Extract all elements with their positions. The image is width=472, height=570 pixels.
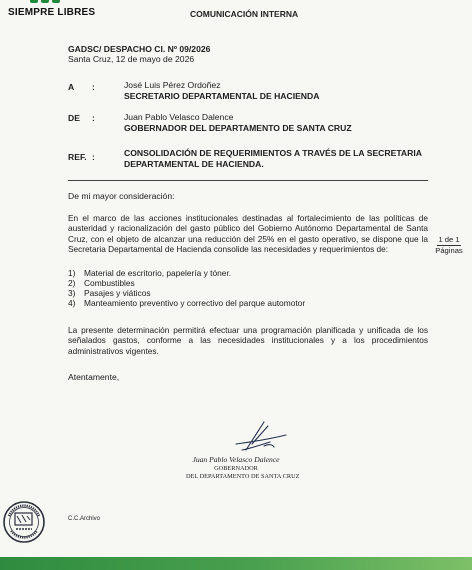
signatory-title: [186, 465, 300, 481]
page-counter: [432, 235, 466, 256]
place-date: Santa Cruz, 12 de mayo de 2026: [68, 54, 195, 64]
ref-line-2: DEPARTAMENTAL DE HACIENDA.: [124, 159, 264, 169]
paragraph-1: En el marco de las acciones institucionales destinadas al fortalecimiento de las políticas de austeridad y racionalización del gasto público del Gobierno Autónomo Departamental de Santa Cruz, con el objeto de alcanzar una reducción del 25% en el gasto operativo, se dispone que la Secretaria Departamental de Hacienda consolide las necesidades y requerimientos de:: [68, 213, 428, 254]
list-item-text: Material de escritorio, papelería y tóner.: [84, 268, 232, 278]
logo-mark: [30, 0, 60, 5]
to-name: José Luis Pérez Ordoñez: [124, 80, 221, 90]
signatory-name: Juan Pablo Velasco Dalence: [192, 455, 280, 464]
footer-color-band: [0, 557, 472, 570]
ref-line-1: CONSOLIDACIÓN DE REQUERIMIENTOS A TRAVÉS DE LA SECRETARIA: [124, 148, 422, 158]
from-colon: :: [92, 113, 95, 123]
list-item-text: Combustibles: [84, 277, 135, 288]
list-item-number: 3): [68, 287, 76, 298]
document-reference: GADSC/ DESPACHO CI. Nº 09/2026: [68, 44, 211, 54]
greeting: De mi mayor consideración:: [68, 191, 175, 201]
signatory-role: GOBERNADOR: [214, 465, 258, 472]
to-role: SECRETARIO DEPARTAMENTAL DE HACIENDA: [124, 91, 320, 101]
cc-archive: C.C.Archivo: [68, 516, 101, 522]
list-item-text: Pasajes y viáticos: [84, 287, 151, 298]
handwritten-signature: [206, 420, 296, 460]
header-title: COMUNICACIÓN INTERNA: [190, 9, 299, 19]
list-item-number: 4): [68, 297, 76, 308]
logo-text: SIEMPRE LIBRES: [8, 7, 96, 18]
from-label: DE: [68, 113, 80, 123]
closing: Atentamente,: [68, 372, 120, 382]
official-seal-stamp: [2, 500, 46, 544]
page-counter-label: Páginas: [435, 246, 463, 255]
list-item-text: Manteamiento preventivo y correctivo del parque automotor: [84, 297, 306, 308]
to-label: A: [68, 82, 75, 92]
list-item: [68, 299, 305, 309]
from-name: Juan Pablo Velasco Dalence: [124, 112, 234, 122]
requirements-list: [68, 269, 305, 309]
ref-colon: :: [92, 152, 95, 162]
signatory-department: DEL DEPARTAMENTO DE SANTA CRUZ: [186, 473, 300, 480]
to-colon: :: [92, 82, 95, 92]
ref-label: REF.: [68, 152, 87, 162]
list-item-number: 2): [68, 277, 76, 288]
list-item-number: 1): [68, 268, 76, 278]
divider-rule: [68, 180, 428, 181]
from-role: GOBERNADOR DEL DEPARTAMENTO DE SANTA CRUZ: [124, 123, 352, 133]
page-counter-value: 1 de 1: [438, 235, 460, 244]
paragraph-2: La presente determinación permitirá efectuar una programación planificada y unificada de los señalados gastos, conforme a las necesidades institucionales y a los procedimientos administrativos vigentes.: [68, 325, 428, 356]
